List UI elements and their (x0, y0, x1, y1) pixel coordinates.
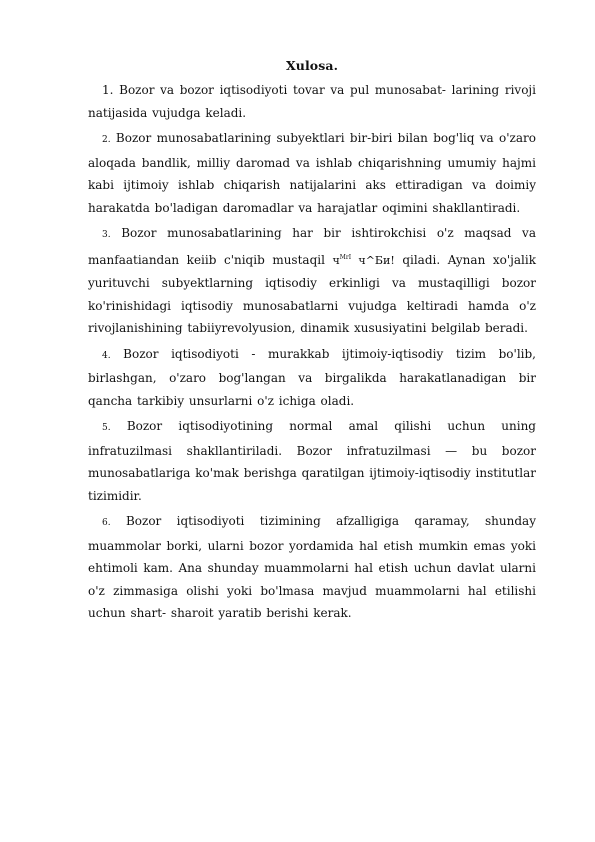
paragraph-4 (88, 343, 536, 413)
paragraph-number: 1. (102, 83, 114, 97)
garbled-glyph: $ч^{MrI}$ ч^Би! (332, 253, 395, 267)
paragraph-number: 5. (102, 423, 111, 433)
paragraph-number: 3. (102, 230, 111, 240)
paragraph-2 (88, 127, 536, 219)
paragraph-6 (88, 510, 536, 625)
document-page (88, 58, 536, 628)
paragraph-text: Bozor munosabatlarining har bir ishtirokchisi o'z maqsad va manfaatiandan keiib c'niqib mustaqil (88, 226, 536, 267)
paragraph-number: 4. (102, 350, 111, 361)
paragraph-number: 2. (102, 135, 111, 145)
document-title: Xulosa. (285, 58, 339, 73)
paragraph-text: Bozor munosabatlarining subyektlari bir-biri bilan bog'liq va o'zaro aloqada bandlik, milliy daromad va ishlab chiqarishning umumiy hajmi kabi ijtimoiy ishlab chiqarish natijalarini aks ettiradigan va doimiy harakatda bo'ladigan daromadlar va harajatlar oqimini shakllantiradi. (88, 131, 536, 215)
paragraph-5 (88, 415, 536, 507)
paragraph-3 (88, 222, 536, 340)
paragraph-text: Bozor iqtisodiyotining normal amal qilishi uchun uning infratuzilmasi shakllantiriladi. Bozor infratuzilmasi — bu bozor munosabatlariga ko'mak berishga qaratilgan ijtimoiy-iqtisodiy institutlar tizimidir. (88, 419, 536, 503)
paragraph-text: qiladi. Aynan xo'jalik yurituvchi subyektlarning iqtisodiy erkinligi va mustaqilligi bozor ko'rinishidagi iqtisodiy munosabatlarni vujudga keltiradi hamda o'z rivojlanishining tabiiyrevolyusion, dinamik xususiyatini belgilab beradi. (88, 252, 536, 335)
paragraph-number: 6. (102, 518, 111, 528)
paragraph-1 (88, 79, 536, 124)
paragraph-text: Bozor va bozor iqtisodiyoti tovar va pul munosabat- larining rivoji natijasida vujudga keladi. (88, 83, 536, 120)
paragraph-text: Bozor iqtisodiyoti - murakkab ijtimoiy-iqtisodiy tizim bo'lib, birlashgan, o'zaro bog'langan va birgalikda harakatlanadigan bir qancha tarkibiy unsurlarni o'z ichiga oladi. (88, 346, 536, 408)
paragraph-text: Bozor iqtisodiyoti tizimining afzalligiga qaramay, shunday muammolar borki, ularni bozor yordamida hal etish mumkin emas yoki ehtimoli kam. Ana shunday muammolarni hal etish uchun davlat ularni o'z zimmasiga olishi yoki bo'lmasa mavjud muammolarni hal etilishi uchun shart- sharoit yaratib berishi kerak. (88, 514, 536, 620)
